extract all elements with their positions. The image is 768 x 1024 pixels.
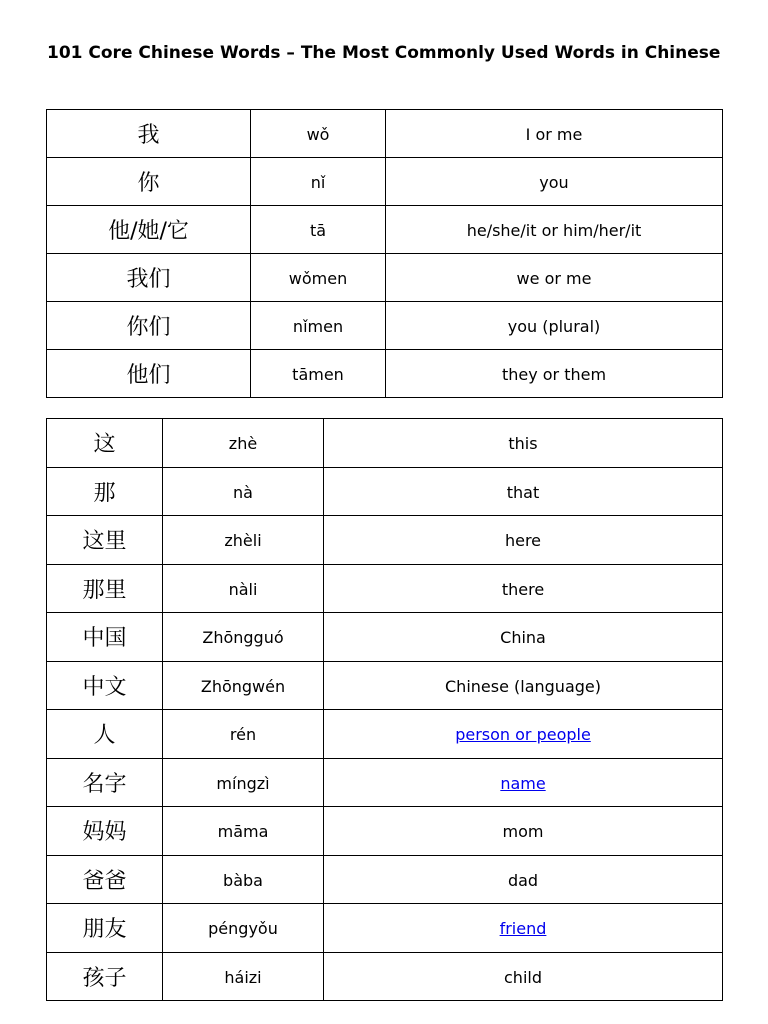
pinyin-cell: zhè (163, 419, 324, 468)
english-meaning-cell: they or them (386, 350, 723, 398)
table-row (47, 758, 723, 807)
table-row (47, 516, 723, 565)
table-row (47, 254, 723, 302)
table-row (47, 564, 723, 613)
pinyin-cell: Zhōngwén (163, 661, 324, 710)
english-meaning-cell (324, 710, 723, 759)
english-meaning-cell: you (386, 158, 723, 206)
pinyin-cell: nàli (163, 564, 324, 613)
chinese-characters-cell: 你们 (47, 302, 251, 350)
meaning-link[interactable]: friend (499, 919, 547, 939)
table-row (47, 350, 723, 398)
english-meaning-cell: we or me (386, 254, 723, 302)
chinese-characters-cell: 朋友 (47, 904, 163, 953)
english-meaning-cell: this (324, 419, 723, 468)
chinese-characters-cell: 孩子 (47, 952, 163, 1001)
chinese-characters-cell: 他们 (47, 350, 251, 398)
chinese-characters-cell: 我们 (47, 254, 251, 302)
pinyin-cell: bàba (163, 855, 324, 904)
table-row (47, 467, 723, 516)
english-meaning-cell: China (324, 613, 723, 662)
pinyin-cell: háizi (163, 952, 324, 1001)
english-meaning-cell (324, 904, 723, 953)
pinyin-cell: tāmen (251, 350, 386, 398)
pinyin-cell: tā (251, 206, 386, 254)
pinyin-cell: nǐ (251, 158, 386, 206)
chinese-characters-cell: 人 (47, 710, 163, 759)
english-meaning-cell (324, 758, 723, 807)
english-meaning-cell: child (324, 952, 723, 1001)
chinese-characters-cell: 爸爸 (47, 855, 163, 904)
chinese-characters-cell: 这里 (47, 516, 163, 565)
vocabulary-table (46, 418, 723, 1001)
english-meaning-cell: you (plural) (386, 302, 723, 350)
table-row (47, 613, 723, 662)
table-row (47, 661, 723, 710)
english-meaning-cell: mom (324, 807, 723, 856)
chinese-characters-cell: 中国 (47, 613, 163, 662)
chinese-characters-cell: 妈妈 (47, 807, 163, 856)
chinese-characters-cell: 那里 (47, 564, 163, 613)
table-row (47, 419, 723, 468)
pinyin-cell: rén (163, 710, 324, 759)
meaning-link[interactable]: person or people (455, 725, 591, 745)
pinyin-cell: péngyǒu (163, 904, 324, 953)
table-row (47, 710, 723, 759)
document-title: 101 Core Chinese Words – The Most Commonly Used Words in Chinese (47, 43, 721, 63)
table-row (47, 952, 723, 1001)
chinese-characters-cell: 这 (47, 419, 163, 468)
chinese-characters-cell: 我 (47, 110, 251, 158)
pronouns-table (46, 109, 723, 398)
chinese-characters-cell: 他/她/它 (47, 206, 251, 254)
pinyin-cell: nǐmen (251, 302, 386, 350)
table-row (47, 904, 723, 953)
english-meaning-cell: here (324, 516, 723, 565)
english-meaning-cell: he/she/it or him/her/it (386, 206, 723, 254)
pinyin-cell: zhèli (163, 516, 324, 565)
pinyin-cell: māma (163, 807, 324, 856)
chinese-characters-cell: 中文 (47, 661, 163, 710)
table-row (47, 158, 723, 206)
chinese-characters-cell: 你 (47, 158, 251, 206)
pinyin-cell: wǒmen (251, 254, 386, 302)
pinyin-cell: Zhōngguó (163, 613, 324, 662)
english-meaning-cell: Chinese (language) (324, 661, 723, 710)
chinese-characters-cell: 名字 (47, 758, 163, 807)
pinyin-cell: wǒ (251, 110, 386, 158)
chinese-characters-cell: 那 (47, 467, 163, 516)
meaning-link[interactable]: name (500, 773, 546, 793)
table-row (47, 110, 723, 158)
table-row (47, 302, 723, 350)
vocabulary-table-body (47, 419, 723, 1001)
pinyin-cell: míngzì (163, 758, 324, 807)
table-row (47, 855, 723, 904)
english-meaning-cell: I or me (386, 110, 723, 158)
english-meaning-cell: there (324, 564, 723, 613)
english-meaning-cell: dad (324, 855, 723, 904)
pronouns-table-body (47, 110, 723, 398)
table-row (47, 206, 723, 254)
table-row (47, 807, 723, 856)
english-meaning-cell: that (324, 467, 723, 516)
pinyin-cell: nà (163, 467, 324, 516)
